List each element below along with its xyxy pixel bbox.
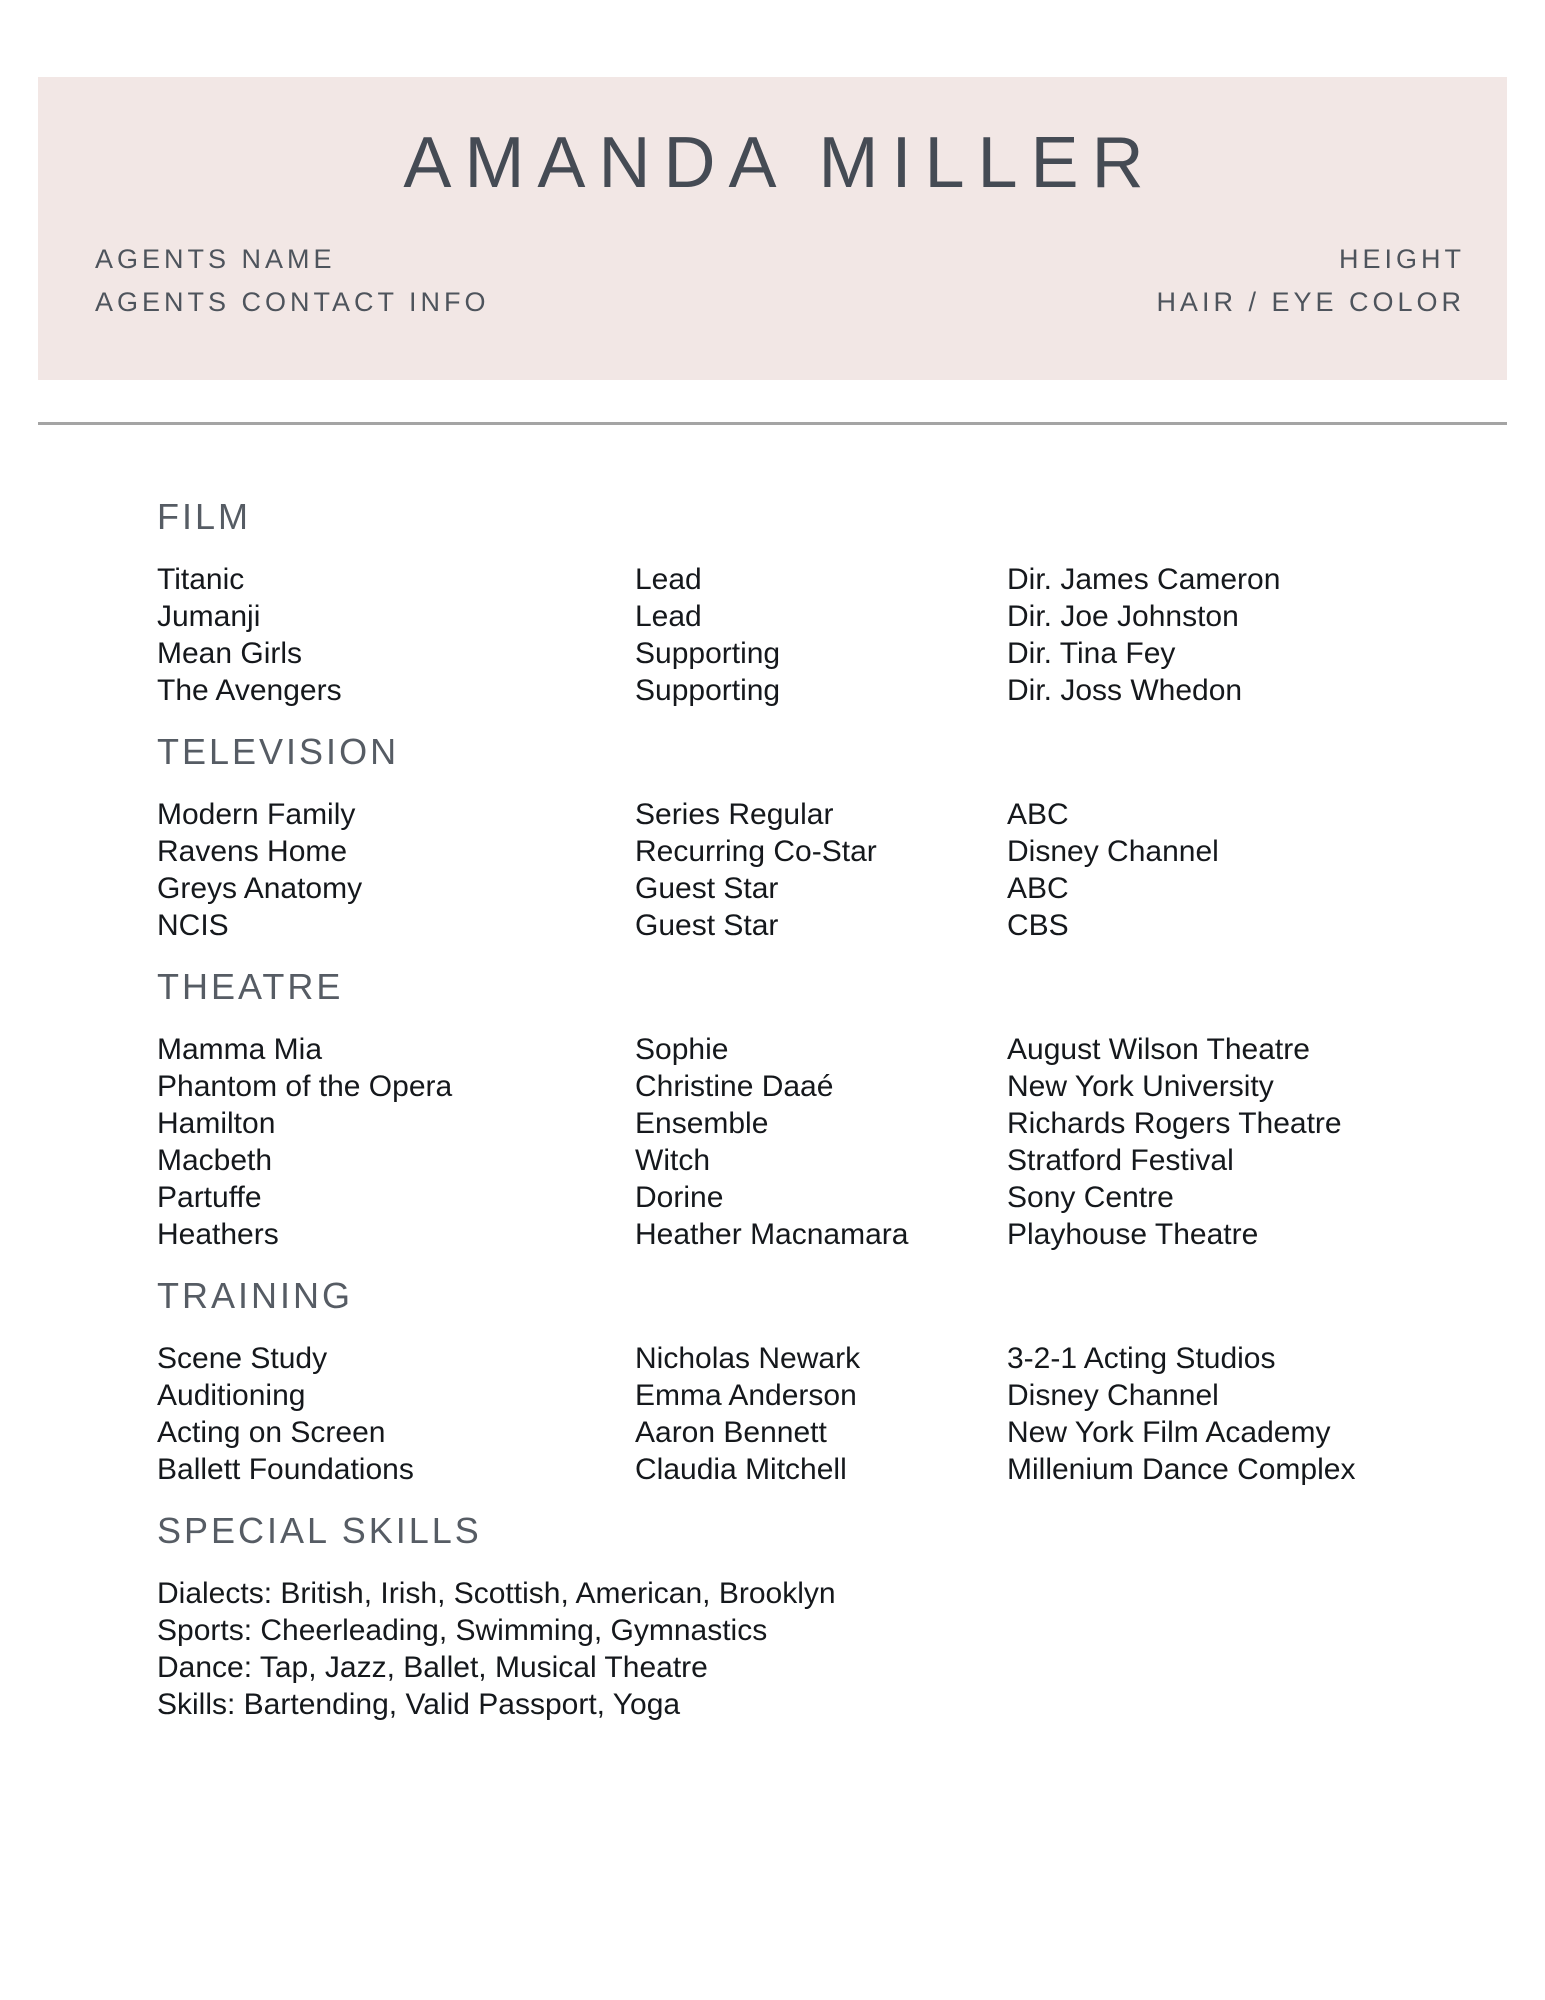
height-label: HEIGHT [1338, 244, 1465, 274]
credit-detail: Dir. Joss Whedon [1007, 674, 1243, 707]
credit-title: Partuffe [157, 1181, 262, 1214]
credit-title: Jumanji [157, 600, 261, 633]
credit-row [157, 1142, 1500, 1179]
resume-sections [0, 496, 1545, 1723]
section-title: TELEVISION [157, 731, 400, 772]
credit-role: Supporting [635, 674, 781, 707]
credit-detail: New York University [1007, 1070, 1274, 1103]
credit-row [157, 598, 1500, 635]
credit-role: Witch [635, 1144, 710, 1177]
agent-info [95, 238, 490, 324]
credit-detail: Dir. Joe Johnston [1007, 600, 1239, 633]
credit-detail: ABC [1007, 872, 1069, 905]
credit-role: Nicholas Newark [635, 1342, 861, 1375]
credit-title: Macbeth [157, 1144, 273, 1177]
credit-role: Series Regular [635, 798, 834, 831]
credit-role: Aaron Bennett [635, 1416, 827, 1449]
credit-role: Lead [635, 563, 702, 596]
credit-title: Titanic [157, 563, 245, 596]
section-title: THEATRE [157, 966, 344, 1007]
credit-detail: Millenium Dance Complex [1007, 1453, 1356, 1486]
credit-title: Auditioning [157, 1379, 306, 1412]
credit-row [157, 870, 1500, 907]
credit-role: Heather Macnamara [635, 1218, 909, 1251]
credit-title: Mamma Mia [157, 1033, 323, 1066]
credit-title: Scene Study [157, 1342, 328, 1375]
credit-detail: Richards Rogers Theatre [1007, 1107, 1342, 1140]
header-band [38, 77, 1507, 380]
agent-name-label: AGENTS NAME [95, 244, 336, 274]
credit-title: Modern Family [157, 798, 356, 831]
credit-title: Ravens Home [157, 835, 348, 868]
skill-line: Dialects: British, Irish, Scottish, American, Brooklyn [157, 1577, 836, 1610]
credit-row [157, 561, 1500, 598]
credit-row [157, 796, 1500, 833]
credit-row [157, 635, 1500, 672]
credit-detail: Disney Channel [1007, 1379, 1219, 1412]
credit-row [157, 833, 1500, 870]
physical-attributes [1156, 238, 1465, 324]
credit-title: Mean Girls [157, 637, 303, 670]
credit-detail: Playhouse Theatre [1007, 1218, 1259, 1251]
section-special-skills [157, 1510, 1500, 1723]
credit-row [157, 1216, 1500, 1253]
credit-row [157, 1105, 1500, 1142]
skill-line: Skills: Bartending, Valid Passport, Yoga [157, 1688, 681, 1721]
credit-row [157, 1340, 1500, 1377]
actor-name-title: AMANDA MILLER [403, 123, 1157, 203]
credit-title: Ballett Foundations [157, 1453, 414, 1486]
credit-detail: Dir. Tina Fey [1007, 637, 1176, 670]
agent-contact-label: AGENTS CONTACT INFO [95, 287, 490, 317]
credit-row [157, 1179, 1500, 1216]
section-training [157, 1275, 1500, 1488]
credit-title: Phantom of the Opera [157, 1070, 453, 1103]
credit-role: Dorine [635, 1181, 724, 1214]
hair-eye-color-label: HAIR / EYE COLOR [1156, 287, 1465, 317]
credit-row [157, 672, 1500, 709]
credit-detail: ABC [1007, 798, 1069, 831]
credit-title: The Avengers [157, 674, 342, 707]
credit-title: Acting on Screen [157, 1416, 386, 1449]
credit-role: Supporting [635, 637, 781, 670]
credit-row [157, 1451, 1500, 1488]
credit-detail: CBS [1007, 909, 1069, 942]
credit-role: Emma Anderson [635, 1379, 857, 1412]
section-title: SPECIAL SKILLS [157, 1510, 482, 1551]
credit-title: Hamilton [157, 1107, 276, 1140]
credit-row [157, 1031, 1500, 1068]
credit-row [157, 907, 1500, 944]
header-divider [38, 422, 1507, 425]
section-television [157, 731, 1500, 944]
section-title: FILM [157, 496, 252, 537]
credit-title: Greys Anatomy [157, 872, 363, 905]
credit-row [157, 1377, 1500, 1414]
credit-role: Lead [635, 600, 702, 633]
skill-line: Dance: Tap, Jazz, Ballet, Musical Theatre [157, 1651, 708, 1684]
section-title: TRAINING [157, 1275, 354, 1316]
credit-row [157, 1068, 1500, 1105]
credit-title: NCIS [157, 909, 229, 942]
credit-detail: 3-2-1 Acting Studios [1007, 1342, 1276, 1375]
credit-role: Ensemble [635, 1107, 769, 1140]
credit-role: Recurring Co-Star [635, 835, 877, 868]
credit-role: Christine Daaé [635, 1070, 834, 1103]
credit-detail: Dir. James Cameron [1007, 563, 1281, 596]
credit-role: Guest Star [635, 909, 779, 942]
credit-role: Claudia Mitchell [635, 1453, 847, 1486]
section-film [157, 496, 1500, 709]
credit-detail: August Wilson Theatre [1007, 1033, 1310, 1066]
credit-detail: Sony Centre [1007, 1181, 1174, 1214]
credit-detail: Disney Channel [1007, 835, 1219, 868]
credit-detail: New York Film Academy [1007, 1416, 1331, 1449]
credit-detail: Stratford Festival [1007, 1144, 1234, 1177]
credit-title: Heathers [157, 1218, 279, 1251]
credit-role: Sophie [635, 1033, 729, 1066]
header-info-row [95, 238, 1465, 324]
credit-role: Guest Star [635, 872, 779, 905]
skill-line: Sports: Cheerleading, Swimming, Gymnastics [157, 1614, 768, 1647]
section-theatre [157, 966, 1500, 1253]
credit-row [157, 1414, 1500, 1451]
